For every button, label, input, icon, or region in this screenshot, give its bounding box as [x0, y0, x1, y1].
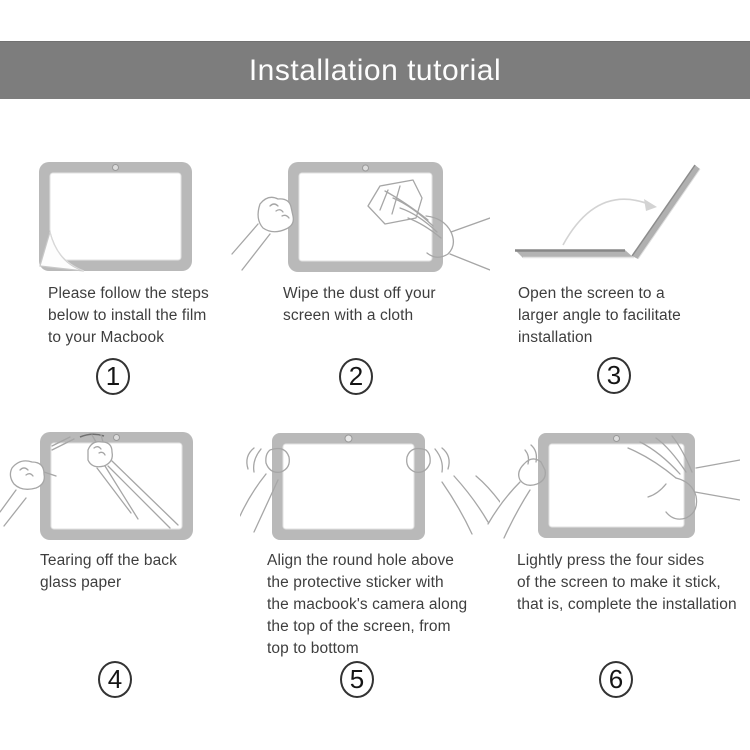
caption-line: Align the round hole above: [267, 552, 455, 569]
step5-caption: [267, 550, 467, 660]
camera-dot-icon: [113, 165, 119, 171]
step6-caption: [517, 550, 737, 616]
tablet-screen: [50, 173, 181, 260]
open-arrow-icon: [563, 199, 657, 245]
caption-line: top to bottom: [267, 640, 359, 657]
camera-dot-icon: [114, 435, 120, 441]
step3-open-laptop-illustration: [505, 155, 740, 267]
caption-line: the top of the screen, from: [267, 618, 451, 635]
step2-caption: [283, 283, 436, 327]
caption-line: Open the screen to a: [518, 285, 665, 302]
camera-dot-icon: [363, 165, 369, 171]
caption-line: installation: [518, 329, 593, 346]
camera-dot-icon: [345, 435, 352, 442]
caption-line: screen with a cloth: [283, 307, 414, 324]
header-banner: [0, 41, 750, 99]
page-title: Installation tutorial: [248, 53, 502, 87]
step1-number-badge: 1: [96, 358, 130, 395]
step5-number-badge: 5: [340, 661, 374, 698]
caption-line: glass paper: [40, 574, 122, 591]
caption-line: below to install the film: [48, 307, 207, 324]
caption-line: the macbook's camera along: [267, 596, 468, 613]
step6-press-film-illustration: [480, 420, 740, 555]
tablet-screen: [549, 444, 684, 527]
step2-number-badge: 2: [339, 358, 373, 395]
caption-line: to your Macbook: [48, 329, 165, 346]
caption-line: Wipe the dust off your: [283, 285, 436, 302]
caption-line: of the screen to make it stick,: [517, 574, 721, 591]
tablet-screen: [51, 443, 182, 529]
step1-screen-peel-illustration: [38, 160, 195, 273]
caption-line: Please follow the steps: [48, 285, 209, 302]
caption-line: the protective sticker with: [267, 574, 444, 591]
step1-caption: [48, 283, 209, 349]
laptop-lid-icon: [632, 165, 700, 259]
step3-number-badge: 3: [597, 357, 631, 394]
step4-tear-paper-illustration: [0, 420, 232, 555]
supporting-hand-icon: [488, 445, 545, 538]
step3-caption: [518, 283, 681, 349]
step2-wipe-screen-illustration: [230, 158, 490, 280]
caption-line: larger angle to facilitate: [518, 307, 681, 324]
caption-line: Tearing off the back: [40, 552, 177, 569]
step4-number-badge: 4: [98, 661, 132, 698]
caption-line: Lightly press the four sides: [517, 552, 705, 569]
step5-align-film-illustration: [240, 420, 500, 555]
tablet-screen: [283, 444, 414, 529]
camera-dot-icon: [614, 436, 620, 442]
holding-hand-icon: [232, 197, 293, 270]
caption-line: that is, complete the installation: [517, 596, 737, 613]
step6-number-badge: 6: [599, 661, 633, 698]
step4-caption: [40, 550, 177, 594]
laptop-base-icon: [515, 250, 634, 258]
